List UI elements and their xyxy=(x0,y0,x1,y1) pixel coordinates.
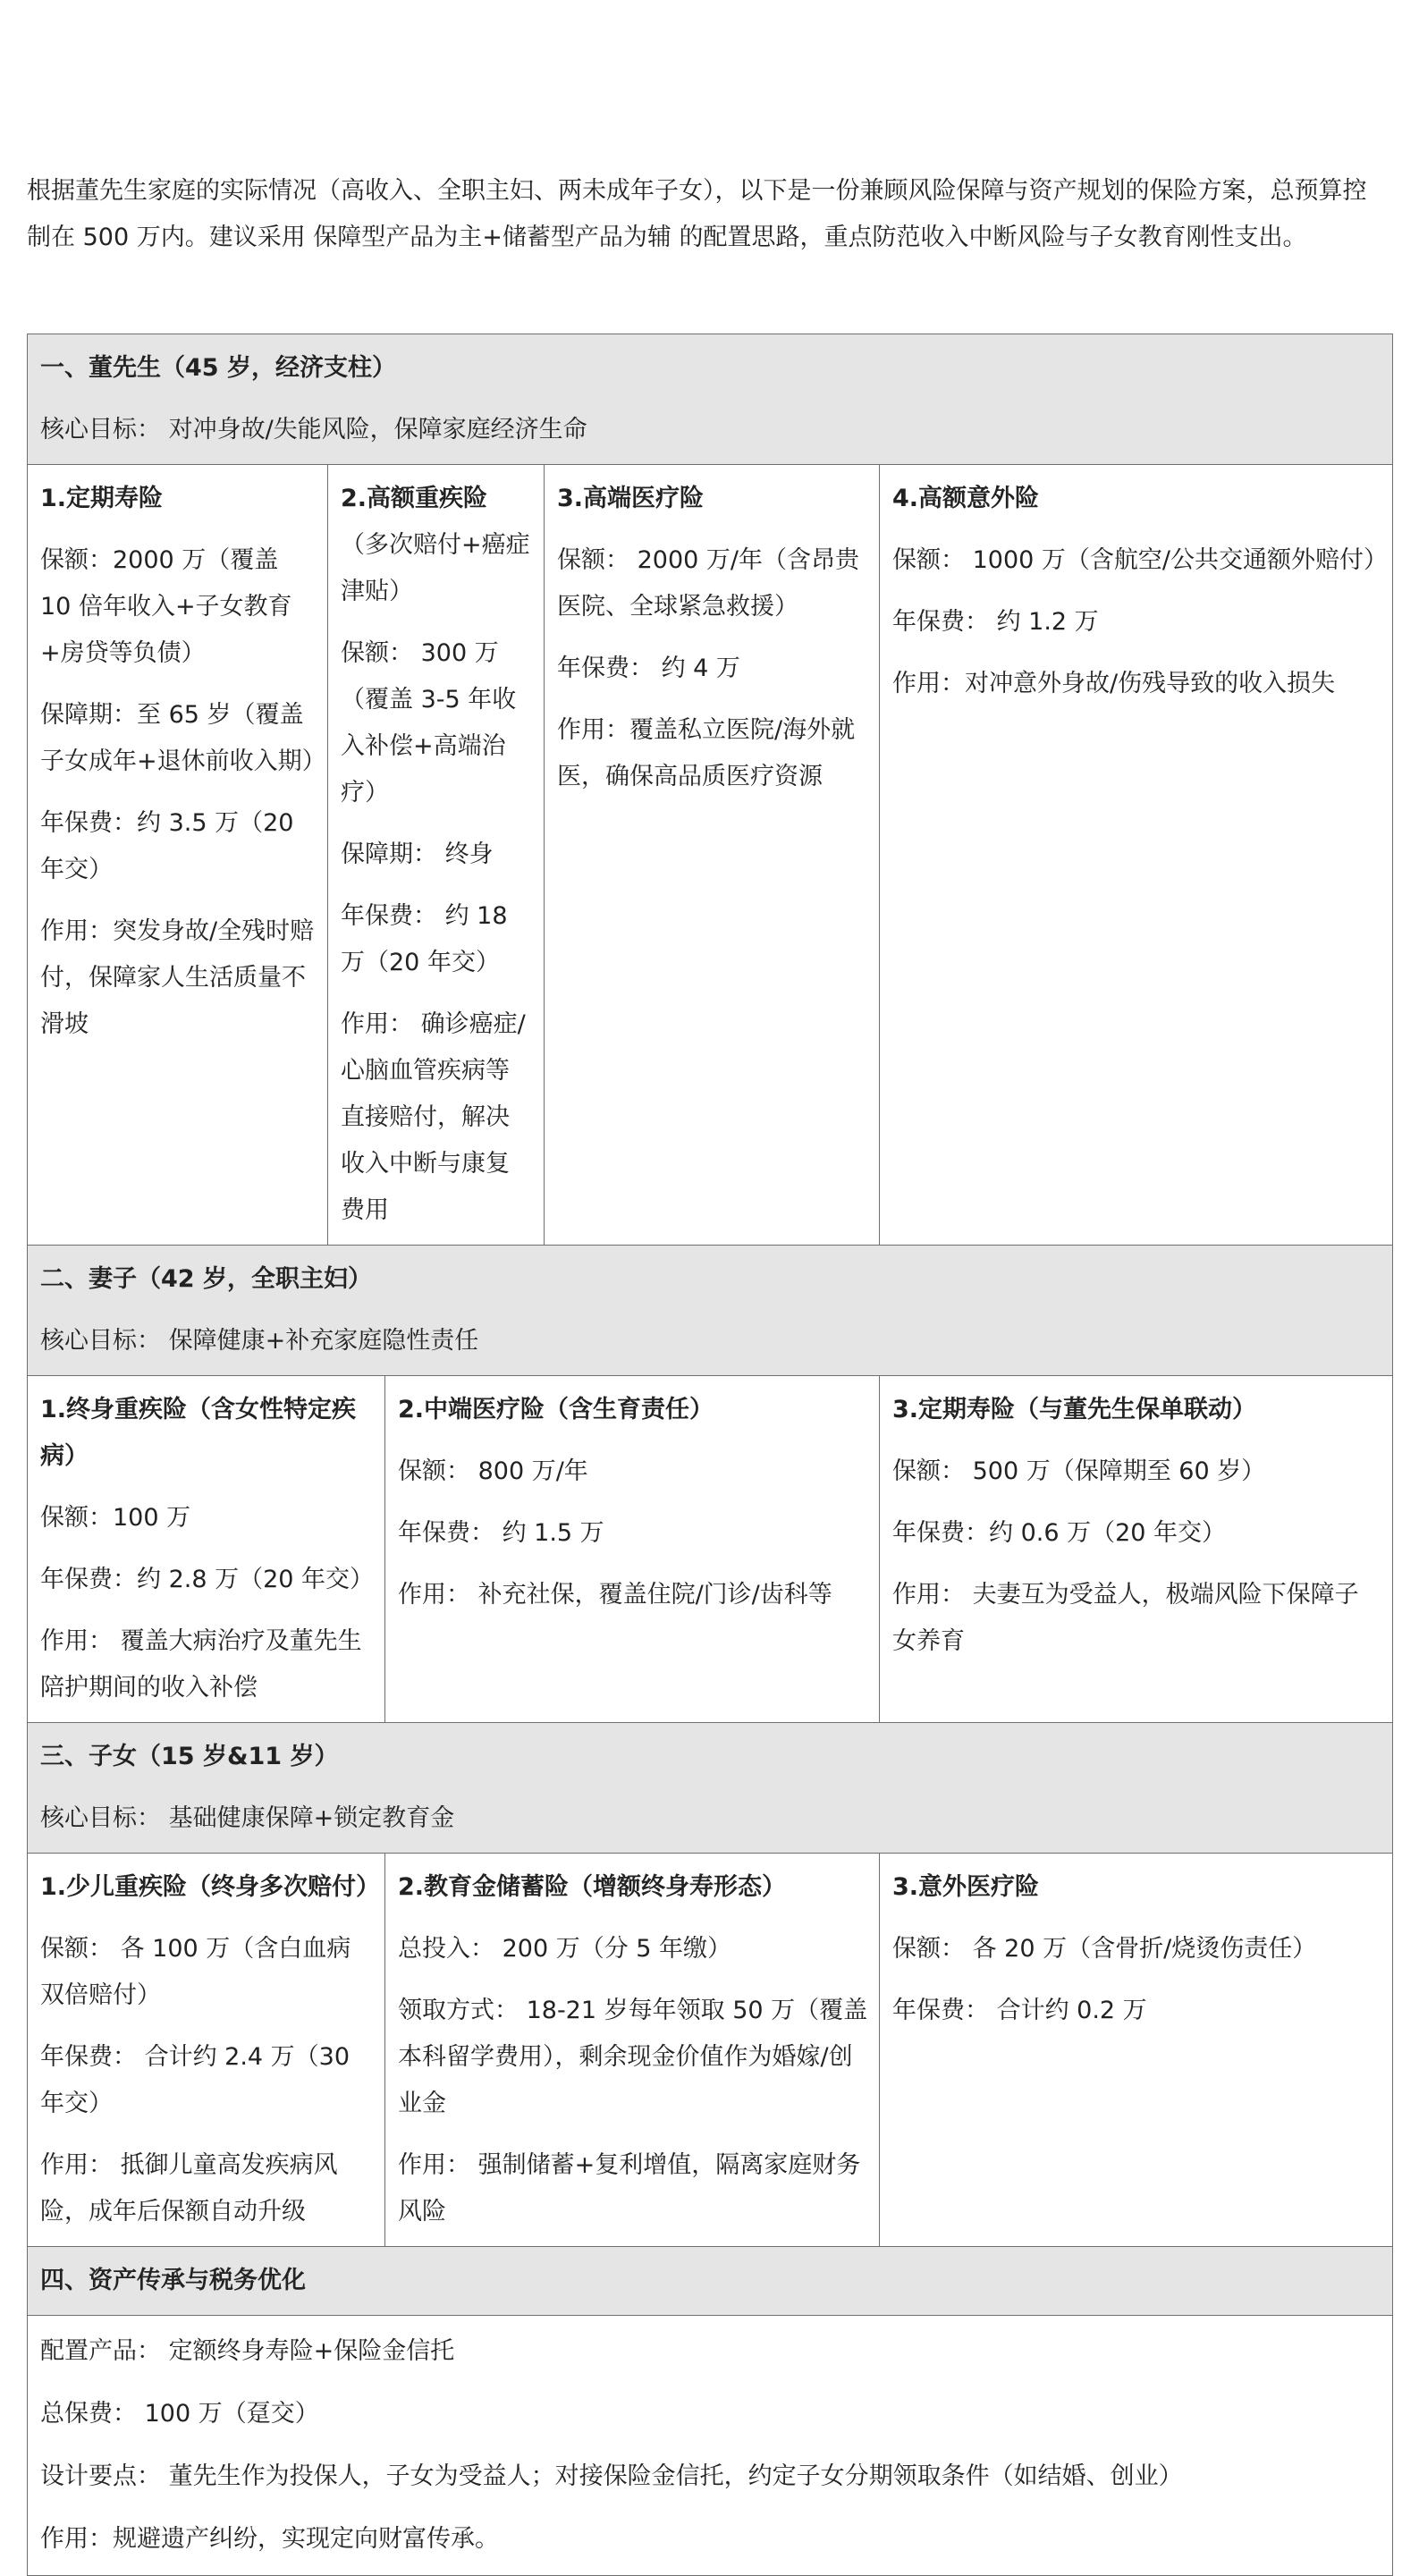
plan-item-title: 2.中端医疗险（含生育责任） xyxy=(398,1396,714,1423)
plan-item-subtitle: （多次赔付+癌症津贴） xyxy=(341,531,530,605)
plan-item-line: 作用： 补充社保，覆盖住院/门诊/齿科等 xyxy=(398,1581,832,1609)
plan-item-title: 4.高额意外险 xyxy=(892,485,1040,512)
plan-item-line: 总保费： 100 万（趸交） xyxy=(40,2400,319,2428)
plan-item-title: 1.终身重疾险（含女性特定疾病） xyxy=(40,1396,357,1470)
section-title: 四、资产传承与税务优化 xyxy=(40,2267,306,2294)
section-header xyxy=(28,1723,1393,1854)
section-goal: 核心目标： 对冲身故/失能风险，保障家庭经济生命 xyxy=(40,416,587,443)
plan-item-cell xyxy=(28,465,328,1246)
plan-item-line: 年保费： 约 1.5 万 xyxy=(398,1519,604,1547)
section-header xyxy=(28,334,1393,465)
plan-item-line: 作用：覆盖私立医院/海外就医，确保高品质医疗资源 xyxy=(557,716,856,790)
plan-item-line: 作用：对冲意外身故/伤残导致的收入损失 xyxy=(892,670,1336,697)
plan-item-line: 保障期：至 65 岁（覆盖子女成年+退休前收入期） xyxy=(40,701,326,775)
plan-item-line: 年保费： 合计约 0.2 万 xyxy=(892,1997,1147,2024)
plan-item-cell xyxy=(28,1376,385,1723)
section-2-header-row xyxy=(28,1246,1393,1376)
plan-item-line: 保额： 300 万（覆盖 3-5 年收入补偿+高端治疗） xyxy=(341,639,517,807)
section-title: 三、子女（15 岁&11 岁） xyxy=(40,1743,339,1770)
plan-item-cell xyxy=(880,1376,1393,1723)
plan-item-cell xyxy=(880,465,1393,1246)
plan-item-title: 1.少儿重疾险（终身多次赔付） xyxy=(40,1873,381,1901)
plan-item-line: 年保费： 约 1.2 万 xyxy=(892,608,1099,636)
plan-item-line: 配置产品： 定额终身寿险+保险金信托 xyxy=(40,2337,455,2365)
plan-item-line: 年保费： 约 18 万（20 年交） xyxy=(341,902,508,976)
plan-item-line: 保额： 1000 万（含航空/公共交通额外赔付） xyxy=(892,546,1388,574)
plan-item-title: 2.教育金储蓄险（增额终身寿形态） xyxy=(398,1873,787,1901)
plan-item-line: 年保费： 合计约 2.4 万（30 年交） xyxy=(40,2043,351,2117)
plan-item-line: 保额： 2000 万/年（含昂贵医院、全球紧急救援） xyxy=(557,546,859,621)
plan-item-cell xyxy=(328,465,545,1246)
plan-item-line: 作用：突发身故/全残时赔付，保障家人生活质量不滑坡 xyxy=(40,917,315,1038)
plan-item-line: 作用： 强制储蓄+复利增值，隔离家庭财务风险 xyxy=(398,2151,861,2225)
plan-item-line: 保额： 各 20 万（含骨折/烧烫伤责任） xyxy=(892,1935,1317,1963)
plan-item-title: 2.高额重疾险（多次赔付+癌症津贴） xyxy=(341,485,530,605)
plan-item-line: 年保费：约 0.6 万（20 年交） xyxy=(892,1519,1227,1547)
plan-item-cell xyxy=(385,1376,880,1723)
intro-paragraph: 根据董先生家庭的实际情况（高收入、全职主妇、两未成年子女），以下是一份兼顾风险保障与资产规划的保险方案，总预算控制在 500 万内。建议采用 保障型产品为主+储蓄型产品为辅 的配置思路，重点防范收入中断风险与子女教育刚性支出。 xyxy=(27,177,1367,251)
plan-item-cell xyxy=(385,1854,880,2247)
plan-item-cell xyxy=(545,465,880,1246)
section-header xyxy=(28,2247,1393,2316)
plan-item-cell xyxy=(28,1854,385,2247)
plan-item-line: 保额：2000 万（覆盖 10 倍年收入+子女教育+房贷等负债） xyxy=(40,546,292,667)
section-4-header-row xyxy=(28,2247,1393,2316)
plan-item-line: 总投入： 200 万（分 5 年缴） xyxy=(398,1935,732,1963)
plan-item-line: 保额： 各 100 万（含白血病双倍赔付） xyxy=(40,1935,351,2009)
plan-item-line: 作用： 抵御儿童高发疾病风险，成年后保额自动升级 xyxy=(40,2151,338,2225)
section-1-header-row xyxy=(28,334,1393,465)
section-1-items-row xyxy=(28,465,1393,1246)
section-goal: 核心目标： 基础健康保障+锁定教育金 xyxy=(40,1804,455,1832)
plan-item-line: 领取方式： 18-21 岁每年领取 50 万（覆盖本科留学费用），剩余现金价值作为婚嫁/创业金 xyxy=(398,1997,868,2117)
plan-item-line: 作用：规避遗产纠纷，实现定向财富传承。 xyxy=(40,2525,499,2553)
plan-item-line: 年保费：约 2.8 万（20 年交） xyxy=(40,1566,375,1593)
section-header xyxy=(28,1246,1393,1376)
plan-item-title: 3.意外医疗险 xyxy=(892,1873,1040,1901)
plan-item-title: 3.高端医疗险 xyxy=(557,485,705,512)
section-3-items-row xyxy=(28,1854,1393,2247)
plan-item-line: 保障期： 终身 xyxy=(341,840,494,868)
plan-item-line: 作用： 夫妻互为受益人，极端风险下保障子女养育 xyxy=(892,1581,1359,1655)
plan-item-title: 1.定期寿险 xyxy=(40,485,164,512)
insurance-plan-table xyxy=(27,334,1393,2576)
section-goal: 核心目标： 保障健康+补充家庭隐性责任 xyxy=(40,1327,479,1355)
plan-item-line: 保额： 500 万（保障期至 60 岁） xyxy=(892,1457,1266,1485)
plan-item-line: 设计要点： 董先生作为投保人，子女为受益人；对接保险金信托，约定子女分期领取条件（如结婚、创业） xyxy=(40,2462,1183,2490)
plan-item-line: 保额： 800 万/年 xyxy=(398,1457,588,1485)
section-title: 一、董先生（45 岁，经济支柱） xyxy=(40,354,396,382)
plan-item-line: 作用： 确诊癌症/心脑血管疾病等直接赔付，解决收入中断与康复费用 xyxy=(341,1010,526,1224)
plan-item-line: 年保费： 约 4 万 xyxy=(557,655,740,682)
plan-item-line: 保额：100 万 xyxy=(40,1504,191,1532)
section-2-items-row xyxy=(28,1376,1393,1723)
plan-item-line: 作用： 覆盖大病治疗及董先生陪护期间的收入补偿 xyxy=(40,1627,362,1702)
plan-item-cell xyxy=(880,1854,1393,2247)
plan-item-title: 3.定期寿险（与董先生保单联动） xyxy=(892,1396,1257,1423)
plan-item-line: 年保费：约 3.5 万（20 年交） xyxy=(40,809,294,883)
section-3-header-row xyxy=(28,1723,1393,1854)
section-4-content-row xyxy=(28,2316,1393,2576)
section-content xyxy=(28,2316,1393,2576)
section-title: 二、妻子（42 岁，全职主妇） xyxy=(40,1265,372,1293)
